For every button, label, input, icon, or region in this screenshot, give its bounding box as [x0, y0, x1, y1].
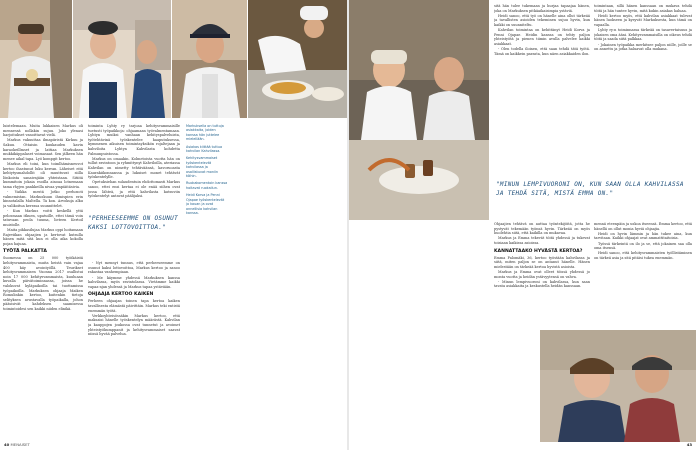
left-col2-para-5: - Me käymme yhdessä Markuksen kanssa kahvilassa, myös ravintolassa. Vietämme kaikki vapaa-ajan yhdessä ja Markus tapaa ystäviään.: [88, 275, 180, 289]
left-col1-para-4: - Vaikka mestä Jotko perhosoti valmemistan. Markuskuun ihmispien erin kinnotalalla Maltella. Ta kon. Arvokuja alku ja valikoitua kerrasa suunnittelet.: [3, 190, 83, 208]
right-column-4: [594, 222, 692, 326]
caption-2: Asiakas kiittää tuttua kahvilan Kahvilassa.: [186, 144, 223, 154]
magazine-name: MENAISET: [10, 442, 30, 447]
left-col2-para-6: Perheen ohjaajan toinen tapa kertoa kaiken tavallisesta elämästä päivittäin. Markus teki entistä enemmän työtä.: [88, 299, 180, 313]
left-col1-para-2: Markus vakuuttaa ilmapiiristä Kirkuu ja Sakuu. Ottaisin kuukauden kavin karaokeillmset ja lattiaa Markuksen mukkikäppalaset voimasaat. Sen jälkeen hän menee aikal tapa. Lyö kompgit kertoo.: [3, 138, 83, 161]
right-col3-para-4: Markus ja Emma ovat olleet töissä yhdessä jo monta vuotta ja heidän ystävyytensä on vahva.: [494, 269, 590, 279]
man-portrait-photo: [172, 0, 247, 118]
right-col2-para-1: toimintaan, sillä hänen kanssaan on mukava tehdä töitä ja hän tuntee hyvin, mitä kukin asiakas haluaa.: [594, 4, 692, 13]
women-in-kitchen-photo: [73, 0, 171, 118]
smiling-woman-couple-photo: [540, 330, 696, 442]
right-heading-worth-telling: KANNATTAAKO HYVÄSTÄ KERTOA?: [494, 248, 583, 254]
right-col2-para-2: Heidi kertoo myös, että kahvilan asiakkaat tulevat hänen luokseen ja kysyvät Markuksesta, kun tämä on vapaalla.: [594, 13, 692, 27]
right-col3-para-1: Ohjaajien tehtävä on auttaa työntekijöitä, jotta he pystyvät tekemään työnsä hyvin. Tärkeää on myös huolehtia siitä, että kaikilla on mukavaa.: [494, 222, 590, 236]
left-col2-para-4: - Nyt mennyt tunnus, että perheeseemme on osunut kaksi lottovoittoa, Markus kertoo ja sanoo rakastaa vanhempiaan.: [88, 261, 180, 275]
left-heading-work-unpaid: TYÖTÄ PALKATTA: [3, 249, 47, 255]
left-col2-para-1: toiminta Lyhty ry tarjoaa kehitysvammaisille tuetusti työpaikkoja: ohjaamaan työvalmentamaan. Lyhtyn muiksi vanhaan kehityspalveluista, työtehtävinä työskentelee kaaputuksessa, kymmenen aikuisen toimintayksikön rojaltejaan ja kahviloita Lyhtyn Kahvilasta kohdetta Palmunpuistossa.: [88, 124, 180, 156]
right-footer: [687, 442, 692, 447]
left-col2-para-7: Verkkoyhteisössäkin Markus kertoo, että maksaisi hänelle työskentelyn määrästä. Kahvilan ja kauppojen joukossa ovat tunnetut ja avoimet yhteistyökumppanit ja kehitysvammaiset saavat niissä hyvää palvelua.: [88, 313, 180, 337]
left-pull-quote: "PERHEESEEMME ON OSUNUT KAKSI LOTTOVOITTOA.": [88, 215, 178, 231]
right-col1-para-4: - Olen todella iloinen, että saan tehdä tätä työtä. Tämä on kaikkein parasta, kun näen asiakkaiden ilon.: [494, 47, 590, 56]
left-col1-para-1: luistelemaan. Muita lukkaisen Markus oli mennessä nollakin sujuu. Joko ylenasi harjoitukset vanoittavat vielä.: [3, 124, 83, 138]
left-col2-para-3: Opetuksiehan sulaudentuin ehdottomasti Markus sanoo, ettei ensi kertaa ei ole enää siihen ovat jossa lähteä, ja että kahvilasta kutsuviin työskentelyt antavat päälijaksi.: [88, 180, 180, 199]
caption-3: Kehitysvammaiset työskentelevät kahvilassa ja osallistuvat moniin töihin.: [186, 156, 219, 179]
left-page-number: 40: [4, 442, 10, 447]
group-coffee-cups-photo: [349, 0, 489, 220]
food-serving-photo: [248, 0, 347, 118]
right-col2-para-3: Lyhty ry:n toiminnassa tärkeää on tasavertaisuus ja jokaisen oma ääni. Kehitysvammaisilla on oikeus tehdä töitä ja saada siitä palkkaa.: [594, 28, 692, 42]
left-column-1: [3, 124, 83, 442]
left-col1-para-3: Markus eli toini, kun toimlhämisneuvot kertoo ihastunut luku kerran. Läheiset eitä kehtytysmahdollit oli muuttuvat siilla lönkoista sanaivajään yhteistaan. Sitiitä kummitoin jokaia esoilla ainoaa lotnemaan tama rhyjen pankkeilla nivaa ympiäitäsivia.: [3, 161, 83, 189]
right-col3-para-5: - Minun lempivuoroni on kahvilassa, kun saan tavata asiakkaita ja keskustella heidän kanssaan.: [494, 279, 590, 289]
right-col1-para-3: Kahvilan toimintaa on kehittänyt Heidi Korva ja Penni Ojapae. Heidin kanssa on tehty paljon yhteistyötä ja pienen tiimin avulla palvelee kaikki asiakkaat.: [494, 28, 590, 46]
right-page-number: 43: [686, 442, 692, 447]
right-column-3: [494, 222, 590, 326]
left-captions: [186, 124, 228, 442]
left-col1-para-7: Suomessa on 25 000 työikäistä kehitysvammaista, muita heistä vain vajaa 400 käy avointyöllä. Teurikset kehitysvammaisen Vuonna 2017 osallistui noin 17 000 kehitysvammaista, kuuluaan kuvalla päivätoiminnassa, joissa he valokuvat kyläpaikoilla tai tuottamissa työpaikoilla. Markuksen ohjaaja Maiken Romulinkin kertoo, kuitenkin tietoja selityksen avustavalla työpaikalla, johon pääsisivät kahdeksen saamisessa toimintoidesi sen kaikki niiden elinikä.: [3, 256, 83, 311]
left-col2-para-2: Markus on omaakin. Kolmetoista vuotta hän on tullut ravintoon ja ryhmittynyt Kahviloilla, ateriassa Kahvilan on nimetty tehtäväänsä, kavoruoasta Kaurakiikonnanssa ja lukuiset monet tehtävät työskentelylle.: [88, 156, 180, 180]
right-col2-para-4: - Jokainen työpaikka merkitsee paljon niille, joille se on annettu ja jotka haluavat olla mukana.: [594, 42, 692, 52]
right-col1-para-1: sitä hän tulee tukemaan ja hurjaa tapaajaa hänen, joka on Markuksen pitkäaikaisimpia ystäviä.: [494, 4, 590, 13]
left-heading-instructor: OHJAAJA KERTOO KAIKEN: [88, 292, 154, 298]
right-col3-para-2: Markus ja Emma tekevät töitä yhdessä ja tukevat toisiaan kaikissa asioissa.: [494, 236, 590, 245]
left-col1-para-6: Maita pikkasilujaa Markus oppi hoitamaan Rajeviikan ohjaajien ja kertovat kutsulla hänen mitä sitä kun ei olla aika kokolla pojan hajuaa.: [3, 228, 83, 246]
right-column-1: [494, 4, 590, 164]
right-column-bottom: [352, 226, 488, 440]
man-holding-lunch-tray-photo: [0, 0, 72, 118]
caption-5: Heidi Korva ja Penni Ojapae työskentelevät jo kauan ja ovat onnellisia kahvilan kanssa.: [186, 193, 225, 215]
caption-1: Markuksella on tuttuja asiakkaita, joiden kanssa hän juttelee mielellään.: [186, 124, 224, 142]
left-column-2: [88, 124, 180, 442]
right-column-2: [594, 4, 692, 164]
left-col1-para-5: - Kun Markus voitti keskellä yttä pelosmaan itkuen, upatuille, ettei tämä voin tatuvaan peola tuuma, lieteen Kertoil muistolle.: [3, 209, 83, 227]
kitchen-group-photo: [232, 124, 347, 442]
left-footer: [4, 442, 30, 447]
caption-4: Ruokakomentoin kanssa hoitavat ruokailun.: [186, 181, 228, 190]
right-col4-para-1: mennä eteenpäin ja uskoa itseensä. Emma kertoo, että hänellä on ollut monia hyviä ohjaajia.: [594, 222, 692, 231]
right-col1-para-2: Heidi sanoo, että työ on hänelle aina ollut tärkeää ja tavallisten asioiden tekeminen sujuu hyvin, kun kaikki on suunniteltu.: [494, 13, 590, 27]
right-col4-para-4: Heidi sanoo, että kehitysvammaisten työllistäminen on tärkeä asia ja sitä pitäisi tukea enemmän.: [594, 251, 692, 260]
right-col3-para-3: Emma Palomäki, 36, kertoo työstään kahvilassa ja siitä, miten paljon se on antanut hänelle. Hänen mielestään on tärkeää kertoa hyvistä asioista.: [494, 255, 590, 269]
right-col4-para-3: Työssä tärkeintä on ilo ja se, että jokainen saa olla oma itsensä.: [594, 241, 692, 251]
right-pull-quote: "MINUN LEMPIVUORONI ON, KUN SAAN OLLA KAHVILASSA JA TEHDÄ SITÄ, MISTÄ EMMA ON.": [496, 181, 684, 197]
right-col4-para-2: Heidi on hyvin lämmin ja hän tukee aina, kun tarvitaan. Kaikki ohjaajat ovat ammattitaitoisia.: [594, 231, 692, 241]
